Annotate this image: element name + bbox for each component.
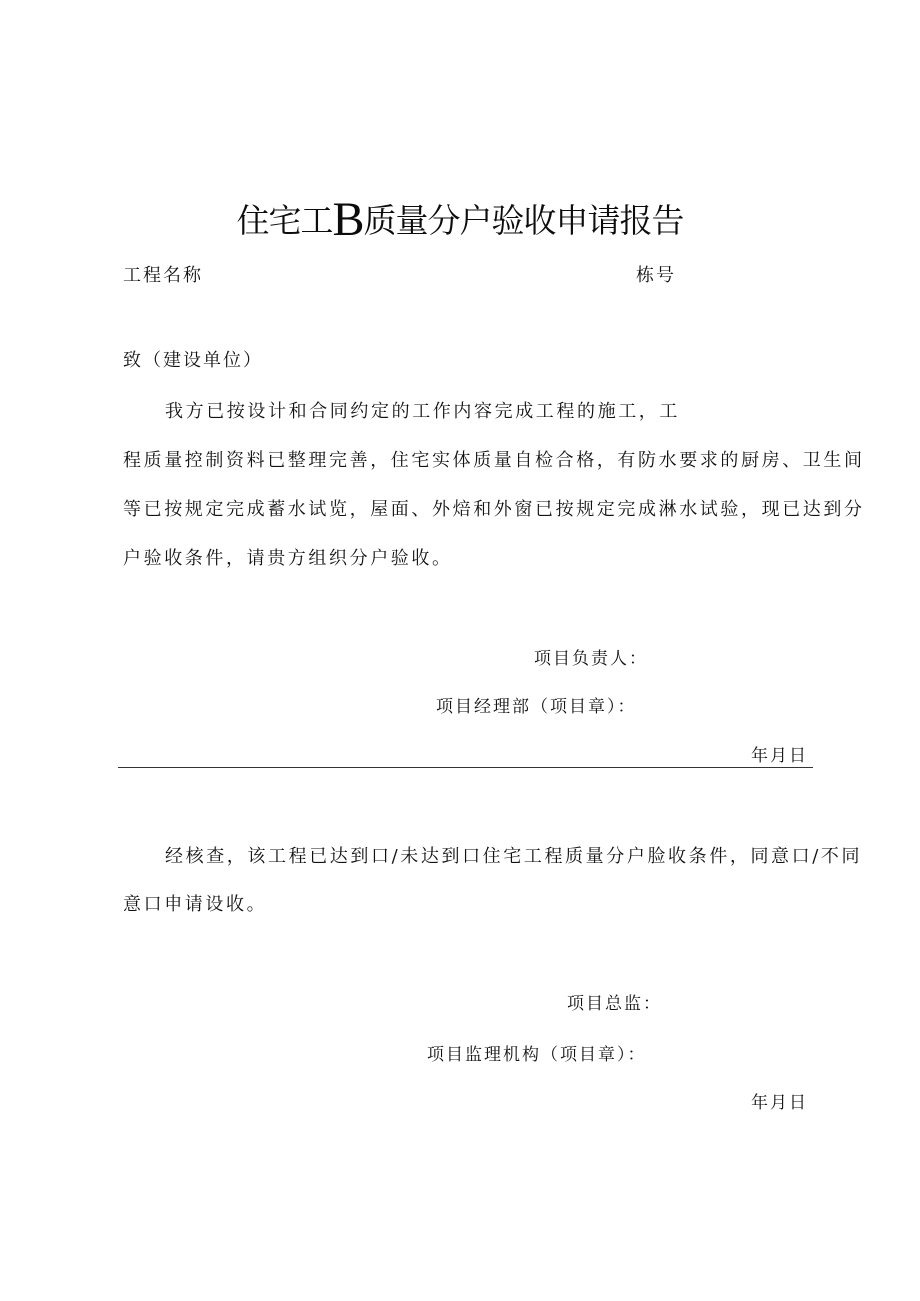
application-line-2: 程质量控制资料已整理完善，住宅实体质量自检合格，有防水要求的厨房、卫生间 [123,450,865,471]
section-divider [118,767,813,768]
building-no-label: 栋号 [636,265,676,286]
application-line-1: 我方已按设计和合同约定的工作内容完成工程的施工，工 [165,401,680,422]
addressee: 致（建设单位） [123,350,263,371]
supervision-agency-seal-label: 项目监理机构（项目章）： [427,1045,647,1065]
project-name-label: 工程名称 [123,265,203,286]
review-line-2: 意口申请设收。 [123,894,268,915]
project-dept-seal-label: 项目经理部（项目章）： [436,697,637,717]
document-title [0,192,920,247]
review-line-1: 经核查，该工程已达到口/未达到口住宅工程质量分户脸收条件，同意口/不同 [165,846,863,867]
title-suffix: 质量分户验收申请报告 [363,201,684,240]
project-leader-label: 项目负责人： [534,649,648,669]
title-glyph: B [332,193,364,246]
title-prefix: 住宅工 [236,201,333,240]
supervisor-date-label: 年月日 [751,1093,808,1113]
contractor-date-label: 年月日 [751,746,808,766]
application-line-3: 等已按规定完成蓄水试览，屋面、外焙和外窗已按规定完成淋水试验，现已达到分 [123,499,865,520]
chief-supervisor-label: 项目总监： [567,994,662,1014]
application-line-4: 户验收条件，请贵方组织分户验收。 [123,548,453,569]
